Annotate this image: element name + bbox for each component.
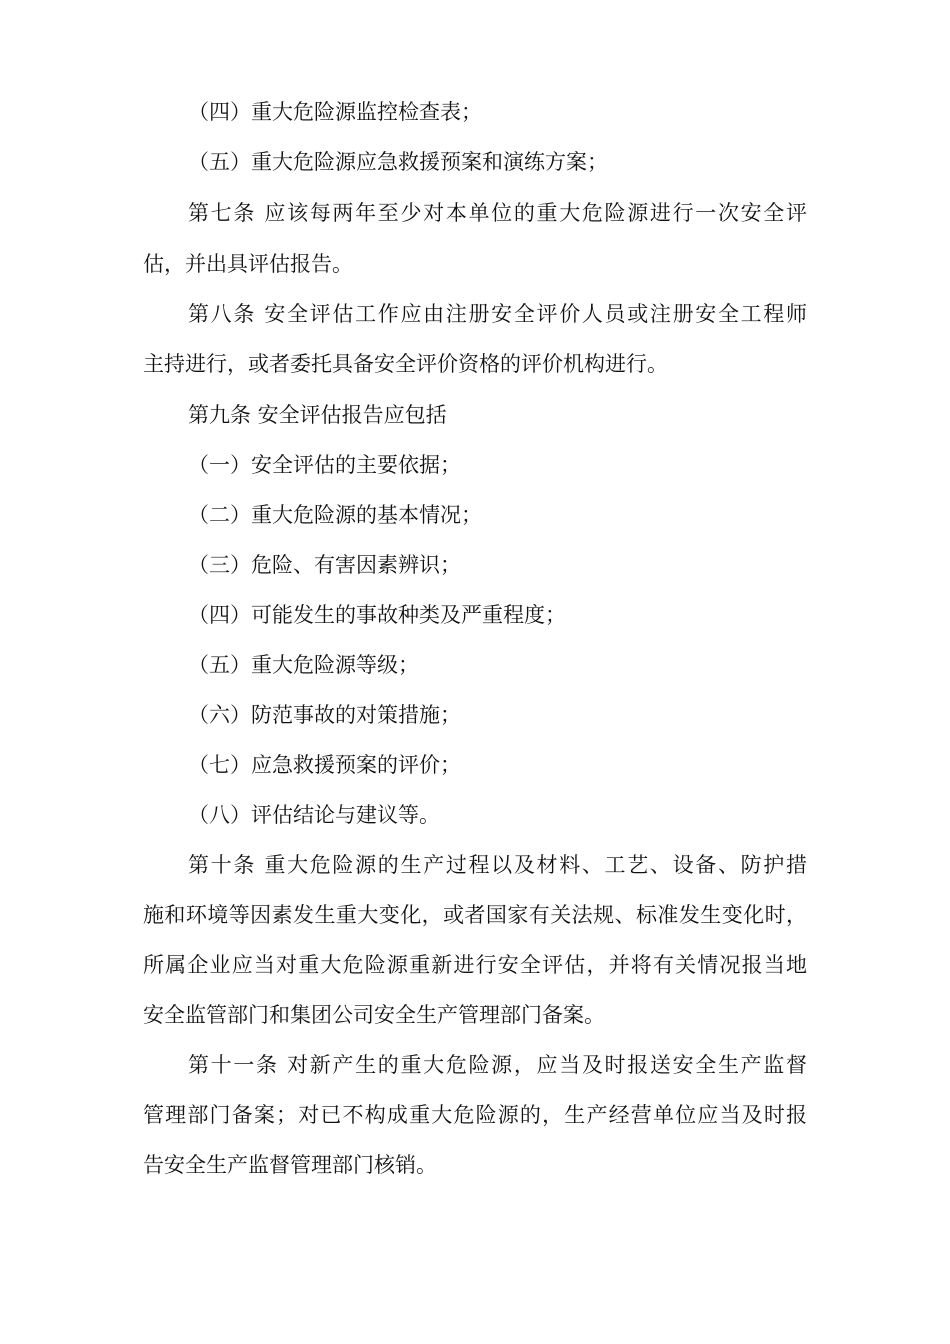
article-10-line-3: 所属企业应当对重大危险源重新进行安全评估，并将有关情况报当地: [143, 953, 807, 977]
article-8-line-2: 主持进行，或者委托具备安全评价资格的评价机构进行。: [143, 352, 668, 376]
article-10-line-4: 安全监管部门和集团公司安全生产管理部门备案。: [143, 1003, 605, 1027]
article-9-item-2: （二）重大危险源的基本情况；: [188, 503, 482, 527]
article-11-line-3: 告安全生产监督管理部门核销。: [143, 1153, 437, 1177]
article-9-heading: 第九条 安全评估报告应包括: [188, 403, 447, 427]
article-11-line-2: 管理部门备案；对已不构成重大危险源的，生产经营单位应当及时报: [143, 1103, 807, 1127]
article-9-item-3: （三）危险、有害因素辨识；: [188, 553, 461, 577]
list-item-4-monitoring-checklist: （四）重大危险源监控检查表；: [188, 100, 482, 124]
article-9-item-5: （五）重大危险源等级；: [188, 653, 419, 677]
article-9-item-8: （八）评估结论与建议等。: [188, 803, 440, 827]
list-item-5-emergency-plan: （五）重大危险源应急救援预案和演练方案；: [188, 150, 608, 174]
article-7-line-1: 第七条 应该每两年至少对本单位的重大危险源进行一次安全评: [188, 201, 807, 225]
article-9-item-6: （六）防范事故的对策措施；: [188, 703, 461, 727]
article-9-item-7: （七）应急救援预案的评价；: [188, 753, 461, 777]
article-10-line-2: 施和环境等因素发生重大变化，或者国家有关法规、标准发生变化时，: [143, 903, 807, 927]
article-7-line-2: 估，并出具评估报告。: [143, 252, 353, 276]
article-10-line-1: 第十条 重大危险源的生产过程以及材料、工艺、设备、防护措: [188, 853, 807, 877]
article-9-item-4: （四）可能发生的事故种类及严重程度；: [188, 603, 566, 627]
article-11-line-1: 第十一条 对新产生的重大危险源，应当及时报送安全生产监督: [188, 1053, 807, 1077]
article-9-item-1: （一）安全评估的主要依据；: [188, 453, 461, 477]
article-8-line-1: 第八条 安全评估工作应由注册安全评价人员或注册安全工程师: [188, 302, 807, 326]
